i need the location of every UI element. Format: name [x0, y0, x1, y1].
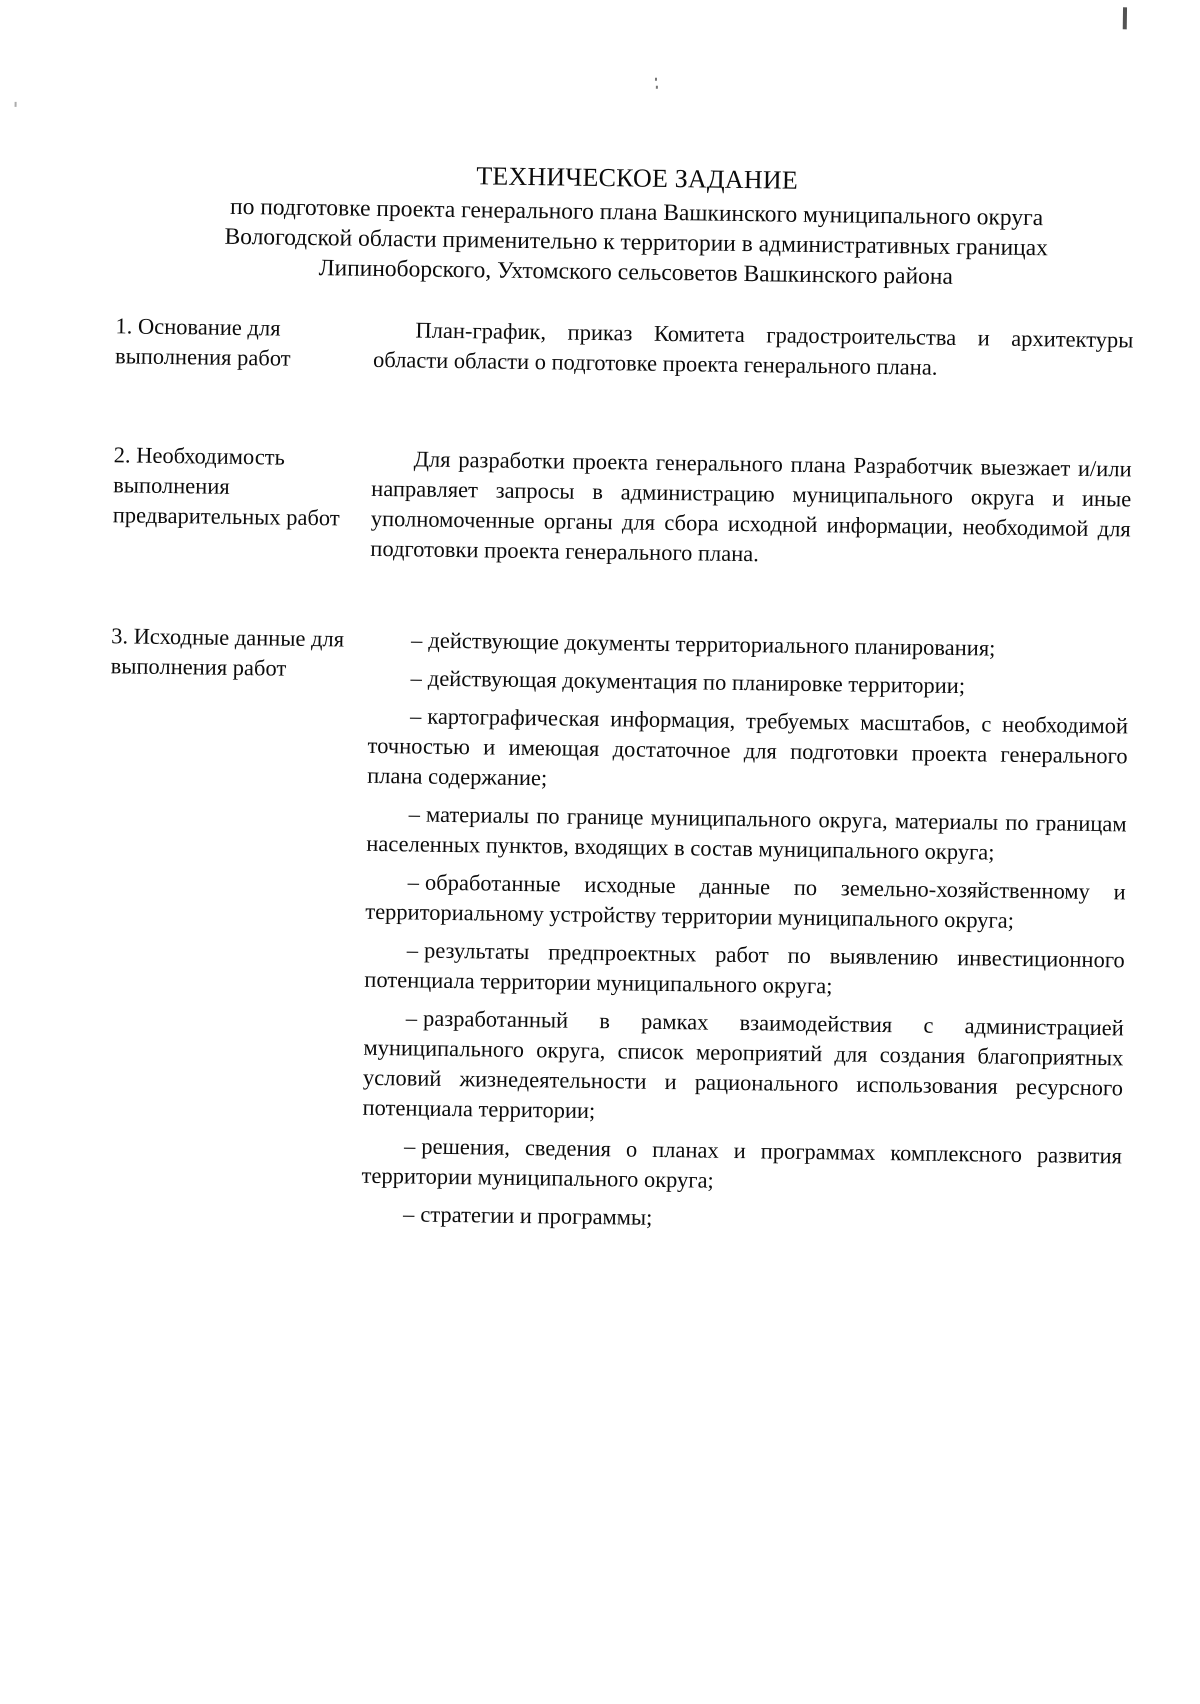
dash-marker: –: [409, 703, 422, 729]
section-source-data: [110, 621, 1131, 1230]
dash-marker: –: [410, 665, 423, 691]
list-item: [364, 935, 1125, 1006]
list-item-text: материалы по границе муниципального округа, материалы по границам населенных пунктов, входящих в состав муниципального округа;: [366, 801, 1127, 865]
section-label: 3. Исходные данные для выполнения работ: [110, 623, 345, 681]
section-text: План-график, приказ Комитета градостроительства и архитектуры области области о подготовке проекта генерального плана.: [372, 317, 1134, 380]
scan-artifact: [655, 78, 657, 81]
list-item-text: разработанный в рамках взаимодействия с администрацией муниципального округа, список мероприятий для создания благоприятных условий жизнедеятельности и рационального использования ресурсного потенциала территории;: [362, 1005, 1124, 1124]
dash-marker: –: [407, 869, 420, 895]
section-label: 1. Основание для выполнения работ: [114, 313, 291, 371]
list-item: [365, 867, 1126, 938]
section-content: [361, 625, 1129, 1248]
list-item: [369, 625, 1129, 666]
dash-marker: –: [402, 1201, 415, 1227]
list-item-text: действующие документы территориального планирования;: [428, 627, 996, 661]
title-block: [138, 157, 1135, 295]
document-subtitle-line: по подготовке проекта генерального плана Вашкинского муниципального округа: [229, 193, 1044, 232]
list-item: [368, 663, 1128, 704]
list-item-text: решения, сведения о планах и программах комплексного развития территории муниципального округа;: [361, 1133, 1123, 1193]
document-title: ТЕХНИЧЕСКОЕ ЗАДАНИЕ: [476, 161, 799, 195]
dash-marker: –: [405, 1005, 418, 1031]
section-basis: [114, 311, 1136, 380]
section-content: [370, 444, 1132, 575]
dash-marker: –: [403, 1133, 416, 1159]
list-item: [366, 799, 1127, 870]
source-data-list: [361, 625, 1129, 1240]
section-text: Для разработки проекта генерального плана Разработчик выезжает и/или направляет запросы в администрацию муниципального округа и иные уполномоченные органы для сбора исходной информации, необходимой для подготовки проекта генерального плана.: [370, 446, 1132, 567]
section-content: [373, 315, 1134, 386]
dash-marker: –: [408, 801, 421, 827]
list-item-text: действующая документация по планировке территории;: [427, 665, 966, 699]
list-item: [361, 1131, 1122, 1202]
scan-artifact: [1123, 7, 1127, 29]
document-subtitle-line: Липиноборского, Ухтомского сельсоветов Вашкинского района: [318, 255, 954, 290]
list-item: [362, 1003, 1124, 1134]
dash-marker: –: [406, 937, 419, 963]
section-preliminary-works: [112, 440, 1134, 567]
dash-marker: –: [410, 627, 423, 653]
list-item-text: картографическая информация, требуемых масштабов, с необходимой точностью и имеющая достаточное для подготовки проекта генерального плана содержание;: [367, 703, 1129, 791]
scan-artifact: [656, 86, 658, 89]
document-subtitle-line: Вологодской области применительно к территории в административных границах: [224, 223, 1049, 262]
section-label: 2. Необходимость выполнения предварительных работ: [112, 442, 340, 531]
list-item-text: стратегии и программы;: [420, 1201, 653, 1230]
list-item-text: обработанные исходные данные по земельно-хозяйственному и территориальному устройству территории муниципального округа;: [365, 869, 1126, 933]
scan-artifact: [15, 102, 17, 107]
list-item: [367, 701, 1128, 802]
list-item: [361, 1199, 1121, 1240]
list-item-text: результаты предпроектных работ по выявлению инвестиционного потенциала территории муниципального округа;: [364, 937, 1125, 999]
